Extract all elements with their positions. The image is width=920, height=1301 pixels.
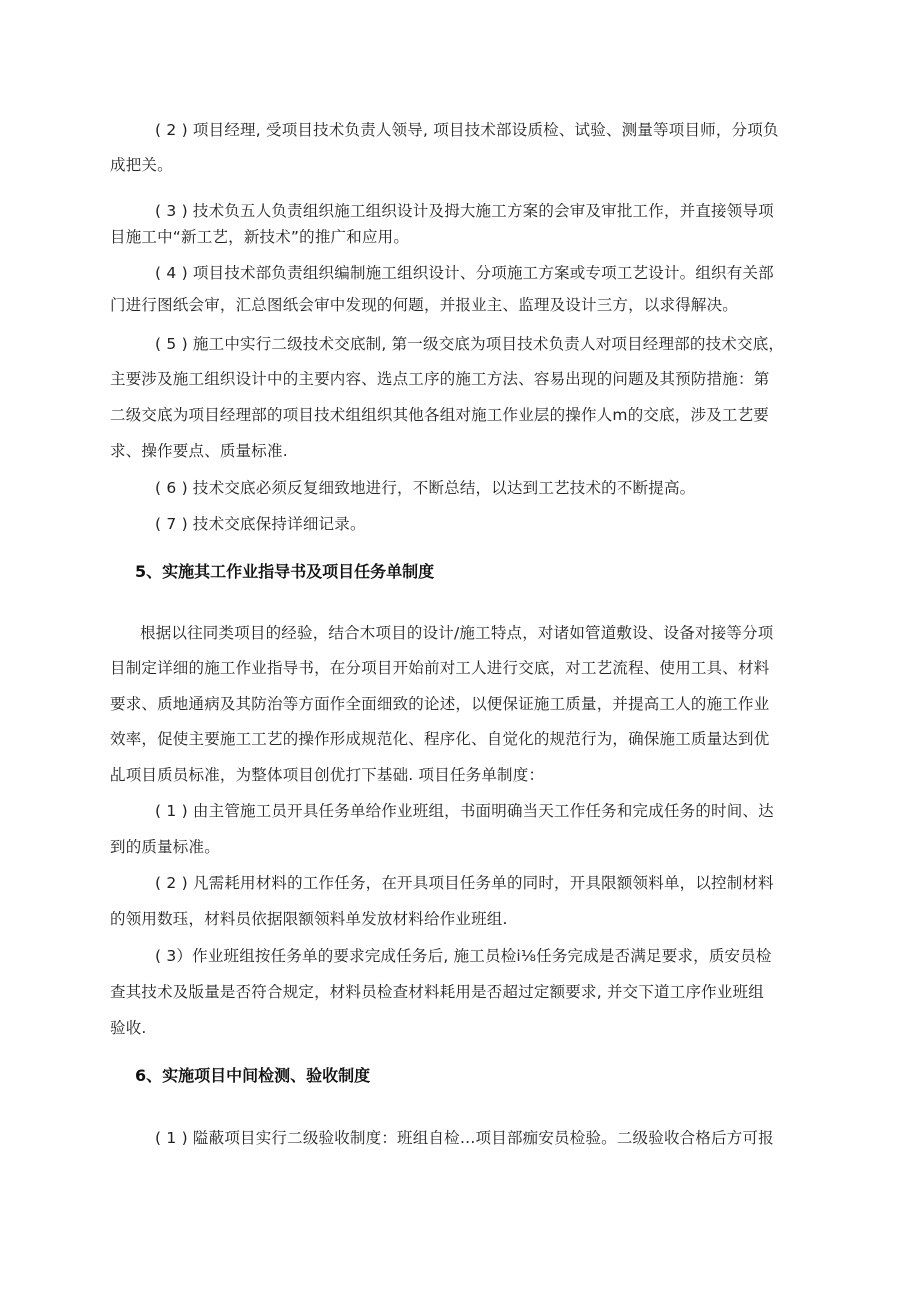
- task-item-3-line-3: 验收.: [110, 1019, 147, 1037]
- item-2-line-2: 成把关。: [110, 156, 173, 174]
- task-item-1-line-1: ( 1 ) 由主管施工员开具任务单给作业班组，书面明确当天工作任务和完成任务的时间、达: [155, 802, 774, 820]
- task-item-3-line-1: ( 3）作业班组按任务单的要求完成任务后, 施工员检i⅛任务完成是否满足要求，质安员检: [155, 947, 772, 965]
- task-item-2-line-2: 的领用数珏，材料员依据限额领料单发放材料给作业班组.: [110, 910, 508, 928]
- section-5-para-line-5: 乩项目质员标准，为整体项目创优打下基础. 项目任务单制度：: [110, 766, 545, 784]
- item-3-line-2: 目施工中“新工艺，新技术”的推广和应用。: [110, 228, 410, 246]
- item-5-line-4: 求、操作要点、质量标准.: [110, 442, 288, 460]
- task-item-1-line-2: 到的质量标准。: [110, 838, 220, 856]
- item-4-line-1: ( 4 ) 项目技术部负责组织编制施工组织设计、分项施工方案或专项工艺设计。组织有关部: [155, 264, 774, 282]
- section-5-para-line-3: 要求、质地通病及其防治等方面作全面细致的论述，以便保证施工质量，并提高工人的施工作业: [110, 695, 770, 713]
- item-4-line-2: 门进行图纸会审，汇总图纸会审中发现的何题，并报业主、监理及设计三方，以求得解决。: [110, 296, 739, 314]
- section-6-heading: 6、实施项目中间检测、验收制度: [135, 1066, 371, 1085]
- section-5-para-line-4: 效率，促使主要施工工艺的操作形成规范化、程序化、自觉化的规范行为，确保施工质量达到优: [110, 730, 770, 748]
- section-5-heading: 5、实施其工作业指导书及项目任务单制度: [135, 562, 435, 581]
- item-6: ( 6 ) 技术交底必须反复细致地进行，不断总结，以达到工艺技术的不断提高。: [155, 479, 696, 497]
- item-5-line-2: 主要涉及施工组织设计中的主要内容、选点工序的施工方法、容易出现的问题及其预防措施：第: [110, 370, 770, 388]
- item-5-line-3: 二级交底为项目经理部的项目技术组组织其他各组对施工作业层的操作人m的交底，涉及工艺要: [110, 406, 770, 424]
- section-5-para-line-1: 根据以往同类项目的经验，结合木项目的设计/施工特点，对诸如管道敷设、设备对接等分项: [140, 624, 774, 642]
- section-6-item-1: ( 1 ) 隘蔽项目实行二级验收制度：班组自检…项目部痂安员检验。二级验收合格后方可报: [155, 1129, 774, 1147]
- section-5-para-line-2: 目制定详细的施工作业指导书，在分项目开始前对工人进行交底，对工艺流程、使用工具、材料: [110, 659, 770, 677]
- task-item-2-line-1: ( 2 ) 凡需耗用材料的工作任务，在开具项目任务单的同时，开具限额领料单，以控制材料: [155, 874, 774, 892]
- item-2-line-1: ( 2 ) 项目经理, 受项目技术负责人领导, 项目技术部设质检、试验、测量等项目师，分项负: [155, 121, 779, 139]
- task-item-3-line-2: 查其技术及版量是否符合规定，材料员检查材料耗用是否超过定额要求, 并交下道工序作业班组: [110, 983, 764, 1001]
- item-5-line-1: ( 5 ) 施工中实行二级技术交底制, 第一级交底为项目技术负责人对项目经理部的技术交底，: [155, 335, 785, 353]
- item-3-line-1: ( 3 ) 技术负五人负责组织施工组织设计及拇大施工方案的会审及审批工作，并直接领导项: [155, 202, 774, 220]
- item-7: ( 7 ) 技术交底保持详细记录。: [155, 515, 366, 533]
